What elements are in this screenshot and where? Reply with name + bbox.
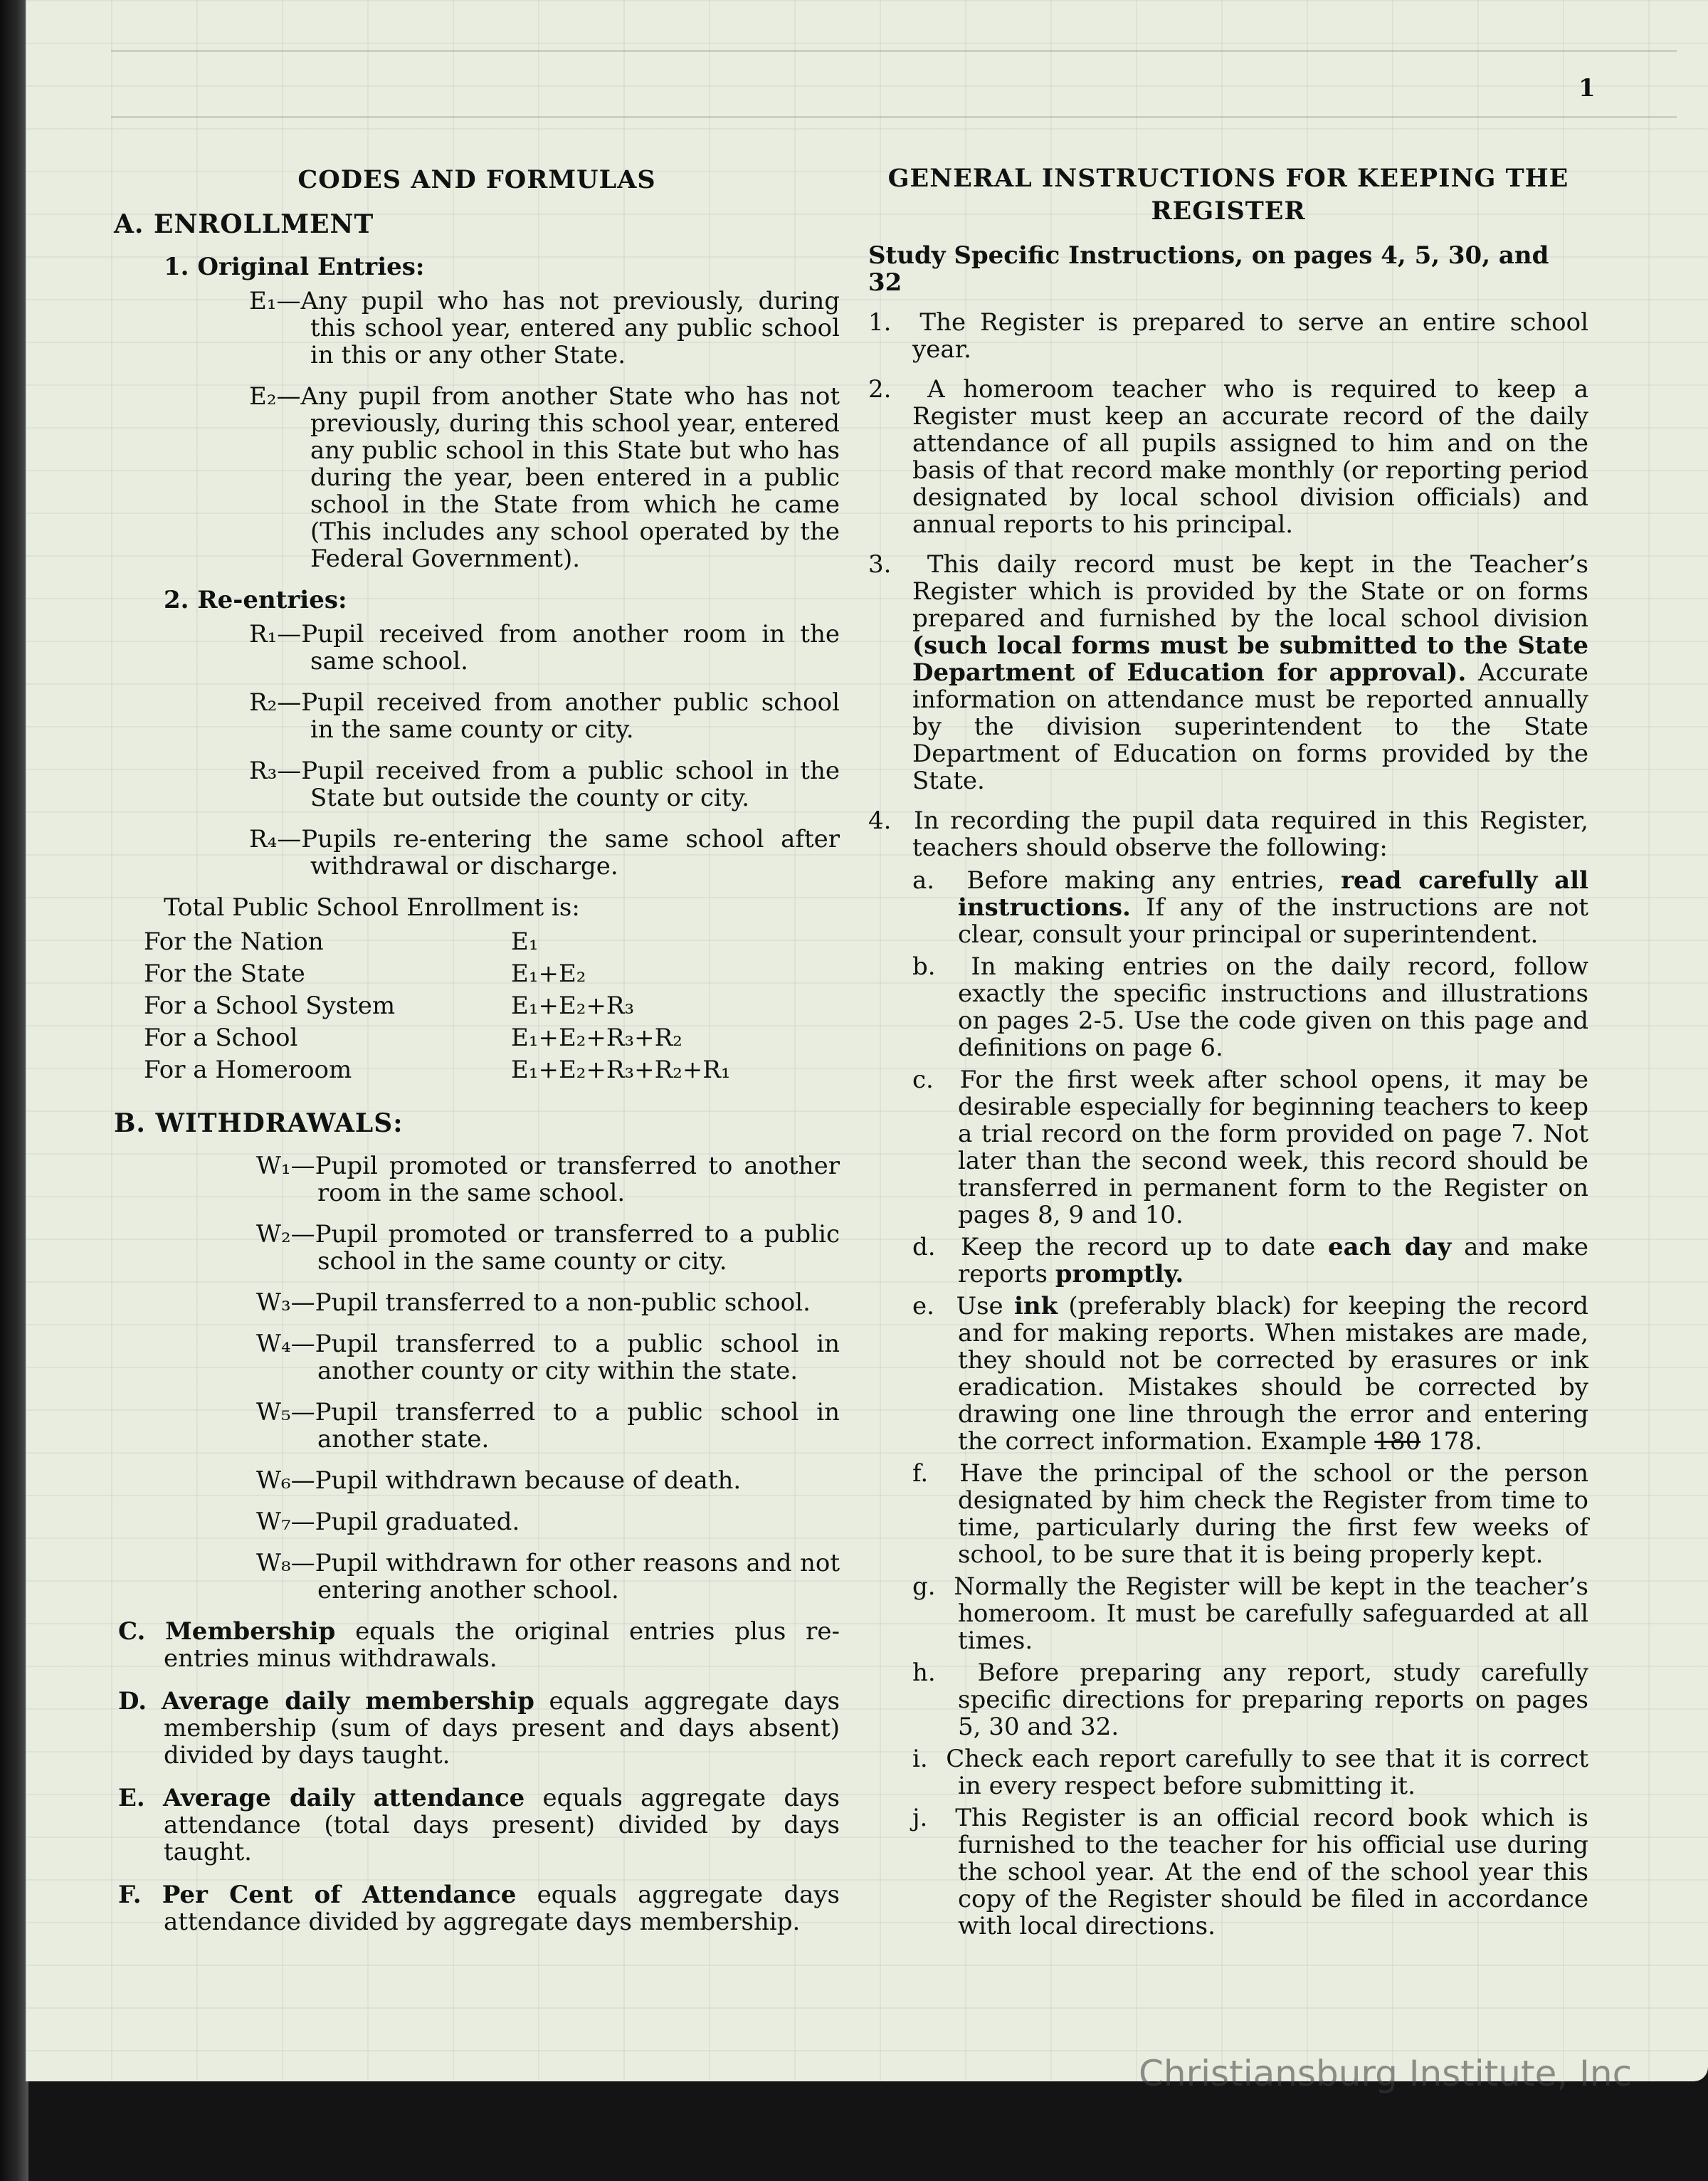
study-instructions-line: Study Specific Instructions, on pages 4, 5, 30, and 32 (868, 241, 1549, 297)
item-number: 1. (868, 308, 892, 337)
codes-and-formulas-column (114, 164, 840, 1951)
sub-item-b (912, 953, 1588, 1061)
sub-text: Keep the record up to date (961, 1233, 1328, 1261)
def-term: Average daily attendance (163, 1784, 525, 1812)
def-term: Average daily membership (161, 1687, 534, 1715)
code-label: R₂ (249, 688, 278, 717)
instruction-item-3 (868, 551, 1588, 794)
sub-text: For the first week after school opens, it may be desirable especially for beginning teachers to keep a trial record on the form provided on page 7. Not later than the second week, this record should be transferred in permanent form to the Register on pages 8, 9 and 10. (958, 1066, 1588, 1229)
totals-formula: E₁+E₂+R₃+R₂+R₁ (511, 1056, 731, 1084)
sub-text: and make reports (958, 1233, 1588, 1288)
code-entry-r1 (249, 621, 840, 675)
code-label: W₅ (256, 1398, 291, 1426)
def-term: Membership (165, 1617, 336, 1646)
sub-text: Before preparing any report, study carefully specific directions for preparing reports on pages 5, 30 and 32. (958, 1659, 1588, 1741)
instruction-item-4 (868, 807, 1588, 861)
sub-item-h (912, 1659, 1588, 1740)
item-number: 2. (868, 375, 892, 404)
original-entries-heading: 1. Original Entries: (164, 253, 425, 281)
code-entry-w1 (256, 1152, 840, 1207)
sub-letter: i. (912, 1745, 928, 1773)
code-text: —Pupil withdrawn for other reasons and not entering another school. (290, 1549, 840, 1604)
instructions-title: GENERAL INSTRUCTIONS FOR KEEPING THE REGISTER (887, 164, 1569, 226)
item-text: This daily record must be kept in the Teacher’s Register which is provided by the State or on forms prepared and furnished by the local school division (912, 550, 1588, 633)
sub-item-e (912, 1293, 1588, 1455)
item-bold-text: (such local forms must be submitted to the State Department of Education for approval). (912, 631, 1588, 687)
code-text: —Any pupil who has not previously, during this school year, entered any public school in this or any other State. (276, 287, 840, 369)
code-label: W₂ (256, 1220, 291, 1249)
def-letter: E. (118, 1784, 145, 1812)
general-instructions-column (868, 162, 1588, 1945)
code-text: —Pupil received from another room in the same school. (277, 620, 840, 676)
code-label: W₈ (256, 1549, 291, 1577)
code-entry-w2 (256, 1221, 840, 1275)
code-label: E₁ (249, 287, 277, 315)
code-text: —Pupil transferred to a non-public school. (290, 1288, 811, 1317)
totals-label: For the State (144, 960, 305, 988)
def-letter: C. (118, 1617, 146, 1646)
sub-letter: e. (912, 1292, 934, 1320)
sub-item-c (912, 1066, 1588, 1229)
totals-row (144, 928, 731, 960)
book-binding (0, 0, 28, 2181)
code-text: —Pupil received from a public school in the State but outside the county or city. (277, 757, 840, 812)
totals-label: For a School System (144, 992, 396, 1020)
def-term: Per Cent of Attendance (162, 1881, 517, 1909)
totals-label: For a School (144, 1024, 298, 1052)
sub-text: Have the principal of the school or the person designated by him check the Register from time to time, particularly during the first few weeks of school, to be sure that it is being properly kept. (958, 1459, 1588, 1569)
sub-bold-text: promptly. (1055, 1260, 1184, 1288)
sub-letter: c. (912, 1066, 934, 1094)
code-text: —Pupil promoted or transferred to a public school in the same county or city. (290, 1220, 840, 1276)
code-text: —Pupil received from another public school in the same county or city. (277, 688, 840, 744)
instruction-item-2 (868, 376, 1588, 538)
code-label: W₁ (256, 1152, 291, 1180)
sub-letter: g. (912, 1572, 936, 1601)
item-text: A homeroom teacher who is required to keep a Register must keep an accurate record of the daily attendance of all pupils assigned to him and on the basis of that record make monthly (or reporting period designated by local school division officials) and annual reports to his principal. (912, 375, 1588, 539)
struck-example: 180 (1374, 1427, 1421, 1456)
code-entry-w8 (256, 1550, 840, 1604)
def-text: equals the original entries plus re-entries minus withdrawals. (164, 1617, 840, 1673)
code-label: W₇ (256, 1508, 291, 1536)
code-text: —Pupil graduated. (290, 1508, 520, 1536)
sub-letter: d. (912, 1233, 936, 1261)
sub-letter: a. (912, 866, 935, 895)
totals-formula: E₁+E₂+R₃ (511, 992, 635, 1020)
sub-letter: f. (912, 1459, 929, 1488)
sub-bold-text: ink (1013, 1292, 1058, 1320)
sub-text: Check each report carefully to see that it is correct in every respect before submitting it. (946, 1745, 1588, 1800)
code-entry-w6 (256, 1467, 840, 1494)
code-entry-r4 (249, 826, 840, 880)
sub-item-f (912, 1460, 1588, 1568)
sub-text: Use (956, 1292, 1014, 1320)
enrollment-heading: A. ENROLLMENT (114, 209, 374, 239)
code-text: —Pupil transferred to a public school in another county or city within the state. (290, 1330, 840, 1385)
code-entry-w5 (256, 1399, 840, 1453)
totals-label: For a Homeroom (144, 1056, 352, 1084)
definition-average-daily-attendance (114, 1785, 840, 1866)
code-entry-w7 (256, 1508, 840, 1535)
enrollment-totals-table (144, 928, 731, 1088)
code-entry-r2 (249, 689, 840, 743)
sub-item-g (912, 1573, 1588, 1654)
total-enrollment-label: Total Public School Enrollment is: (164, 893, 580, 922)
code-entry-r3 (249, 757, 840, 811)
totals-formula: E₁+E₂+R₃+R₂ (511, 1024, 682, 1052)
code-text: —Any pupil from another State who has not previously, during this school year, entered any public school in this State but who has during the year, been entered in a public school in the State from which he came (This includes any school operated by the Federal Government). (276, 382, 840, 573)
totals-formula: E₁+E₂ (511, 960, 586, 988)
code-entry-e2 (249, 383, 840, 572)
reentries-heading: 2. Re-entries: (164, 586, 347, 614)
code-text: —Pupil withdrawn because of death. (290, 1466, 742, 1495)
def-letter: D. (118, 1687, 147, 1715)
page-number: 1 (1578, 74, 1596, 103)
code-text: —Pupils re-entering the same school after withdrawal or discharge. (277, 825, 840, 881)
sub-item-j (912, 1804, 1588, 1940)
totals-row (144, 1024, 731, 1056)
code-label: R₁ (249, 620, 278, 648)
sub-text: Before making any entries, (966, 866, 1341, 895)
definition-membership (114, 1618, 840, 1672)
show-through-header (111, 50, 1677, 118)
sub-item-d (912, 1234, 1588, 1288)
instruction-item-1 (868, 309, 1588, 363)
sub-text: This Register is an official record book which is furnished to the teacher for his official use during the school year. At the end of the school year this copy of the Register should be filed in accordance with local directions. (955, 1804, 1588, 1940)
definition-average-daily-membership (114, 1688, 840, 1769)
code-text: —Pupil promoted or transferred to another room in the same school. (290, 1152, 840, 1207)
instruction-sublist (912, 867, 1588, 1940)
item-text: The Register is prepared to serve an entire school year. (912, 308, 1588, 364)
code-label: W₆ (256, 1466, 291, 1495)
totals-label: For the Nation (144, 927, 324, 956)
code-label: W₃ (256, 1288, 291, 1317)
code-entry-w3 (256, 1289, 840, 1316)
totals-row (144, 992, 731, 1024)
item-number: 4. (868, 806, 892, 835)
def-text: equals aggregate days membership (sum of days present and days absent) divided by days taught. (164, 1687, 840, 1770)
sub-text: In making entries on the daily record, follow exactly the specific instructions and illustrations on pages 2-5. Use the code given on this page and definitions on page 6. (958, 952, 1588, 1062)
sub-bold-text: each day (1328, 1233, 1452, 1261)
def-text: equals aggregate days attendance (total days present) divided by days taught. (164, 1784, 840, 1866)
sub-text: Normally the Register will be kept in the teacher’s homeroom. It must be carefully safeguarded at all times. (954, 1572, 1588, 1655)
code-entry-w4 (256, 1330, 840, 1384)
item-text: In recording the pupil data required in this Register, teachers should observe the following: (912, 806, 1588, 862)
sub-item-a (912, 867, 1588, 948)
def-text: equals aggregate days attendance divided by aggregate days membership. (164, 1881, 840, 1936)
item-number: 3. (868, 550, 892, 579)
corrected-example: 178. (1420, 1427, 1482, 1456)
codes-title: CODES AND FORMULAS (297, 165, 656, 194)
sub-bold-text: read carefully all instructions. (958, 866, 1588, 922)
totals-row (144, 1056, 731, 1088)
def-letter: F. (118, 1881, 142, 1909)
watermark: Christiansburg Institute, Inc (1139, 2053, 1633, 2094)
withdrawals-heading: B. WITHDRAWALS: (114, 1108, 404, 1138)
code-label: W₄ (256, 1330, 291, 1358)
code-text: —Pupil transferred to a public school in another state. (290, 1398, 840, 1454)
code-label: R₄ (249, 825, 278, 853)
sub-text: If any of the instructions are not clear, consult your principal or superintendent. (958, 893, 1588, 949)
definition-per-cent-attendance (114, 1881, 840, 1935)
sub-letter: j. (912, 1804, 928, 1832)
code-label: R₃ (249, 757, 278, 785)
sub-text: (preferably black) for keeping the record and for making reports. When mistakes are made, they should not be corrected by erasures or ink eradication. Mistakes should be corrected by drawing one line through the error and entering the correct information. Example (958, 1292, 1588, 1456)
totals-formula: E₁ (511, 927, 539, 956)
totals-row (144, 960, 731, 992)
code-entry-e1 (249, 288, 840, 369)
sub-item-i (912, 1745, 1588, 1799)
sub-letter: b. (912, 952, 936, 981)
item-text: Accurate information on attendance must be reported annually by the division superintendent to the State Department of Education on forms provided by the State. (912, 658, 1588, 795)
code-label: E₂ (249, 382, 277, 411)
sub-letter: h. (912, 1659, 936, 1687)
